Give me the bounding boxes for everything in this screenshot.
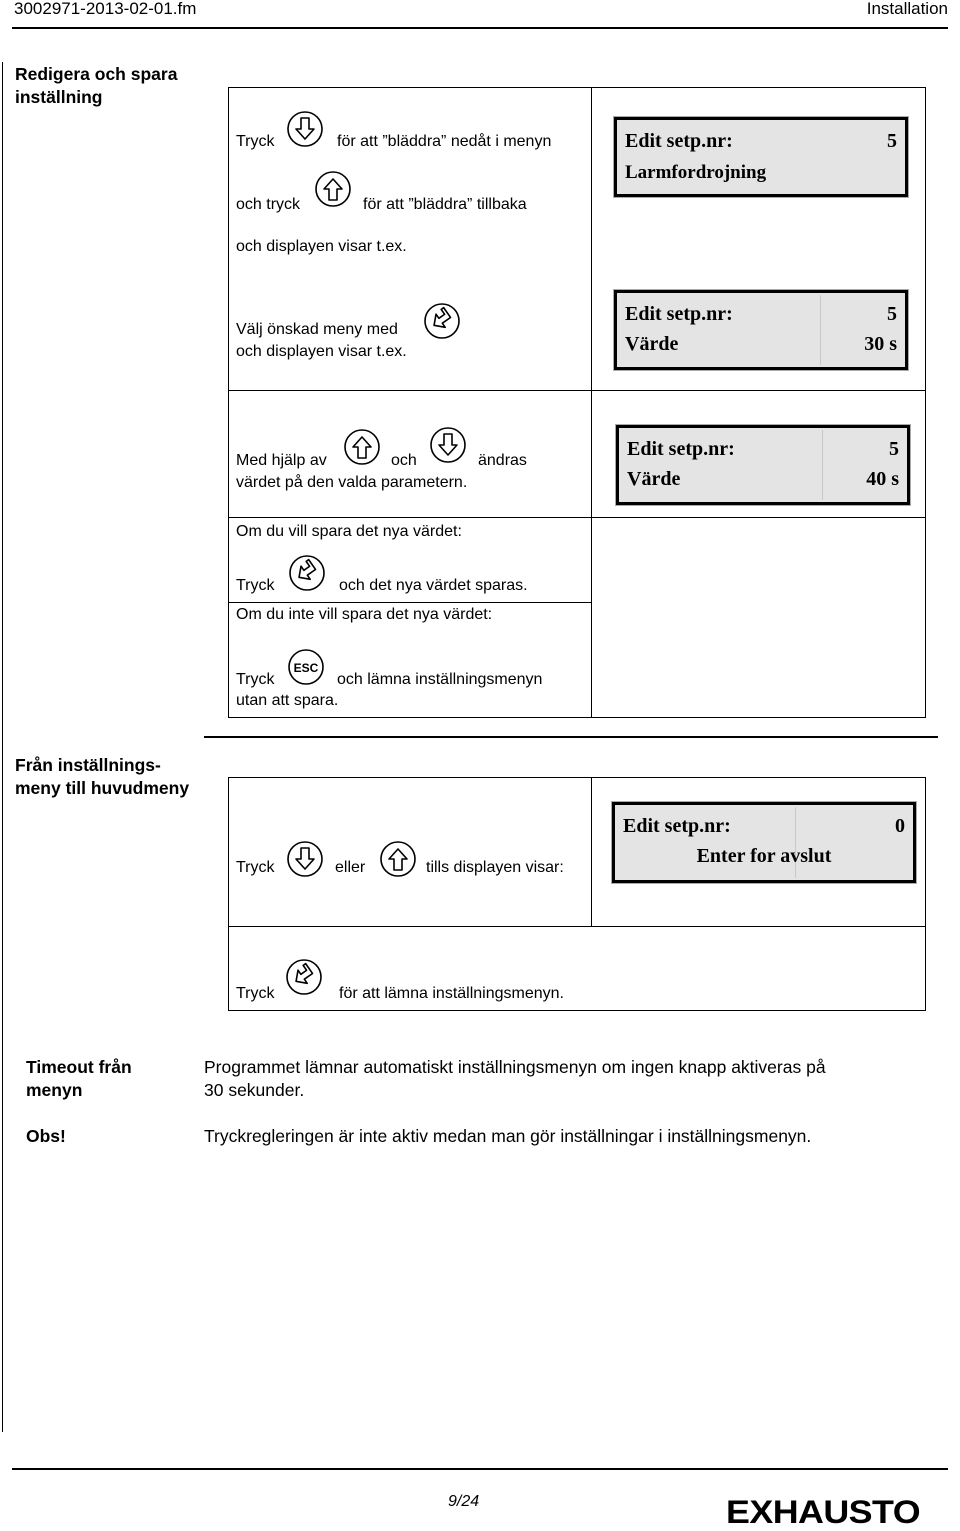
lcd2-param: Värde — [625, 333, 679, 355]
lcd4-line2: Enter for avslut — [696, 845, 832, 867]
lcd-display-4 — [612, 802, 916, 883]
arrow-up-icon — [343, 428, 381, 466]
row1-tryck: Tryck — [236, 133, 275, 150]
row1-desc-down: för att ”bläddra” nedåt i menyn — [337, 133, 552, 150]
lcd-display-2 — [614, 290, 908, 370]
row1-och-tryck: och tryck — [236, 196, 301, 213]
timeout-label-2: menyn — [26, 1080, 83, 1100]
enter-icon — [288, 554, 326, 592]
row5-desc: och lämna inställningsmenyn — [337, 671, 543, 688]
row5-line1: Om du inte vill spara det nya värdet: — [236, 606, 493, 623]
lcd-display-3 — [616, 425, 910, 505]
arrow-up-icon — [379, 840, 417, 878]
section2-title-1: Från inställnings- — [15, 755, 161, 775]
section2-rule — [204, 736, 938, 738]
row4-desc: och det nya värdet sparas. — [339, 577, 528, 594]
lcd1-line2: Larmfordrojning — [625, 162, 767, 183]
lcd3-number: 5 — [889, 438, 899, 460]
enter-icon — [423, 302, 461, 340]
row5-line3: utan att spara. — [236, 692, 339, 709]
doc-id: 3002971-2013-02-01.fm — [14, 0, 197, 18]
table1-row-divider-1 — [228, 390, 926, 391]
s2row2-desc: för att lämna inställningsmenyn. — [339, 985, 564, 1002]
page-number: 9/24 — [448, 1493, 480, 1510]
lcd2-number: 5 — [887, 303, 897, 325]
row5-tryck: Tryck — [236, 671, 275, 688]
esc-icon — [287, 648, 325, 686]
s2row1-tryck: Tryck — [236, 859, 275, 876]
lcd3-value: 40 s — [866, 468, 899, 490]
table2-row-divider — [228, 926, 926, 927]
lcd3-separator — [822, 430, 823, 500]
row4-tryck: Tryck — [236, 577, 275, 594]
section-name: Installation — [866, 0, 948, 18]
s2row1-eller: eller — [335, 859, 366, 876]
lcd2-value: 30 s — [864, 333, 897, 355]
row1-desc-up: för att ”bläddra” tillbaka — [363, 196, 527, 213]
lcd1-label: Edit setp.nr: — [625, 130, 733, 152]
lcd4-number: 0 — [895, 815, 905, 837]
obs-label: Obs! — [26, 1126, 66, 1146]
obs-text: Tryckregleringen är inte aktiv medan man gör inställningar i inställningsmenyn. — [204, 1126, 812, 1146]
arrow-up-icon — [314, 170, 352, 208]
arrow-down-icon — [286, 110, 324, 148]
row1-display-note: och displayen visar t.ex. — [236, 238, 407, 255]
timeout-label-1: Timeout från — [26, 1057, 132, 1077]
row3-andras: ändras — [478, 452, 527, 469]
s2row1-desc: tills displayen visar: — [426, 859, 564, 876]
table1-row-divider-3 — [228, 602, 592, 603]
lcd2-label: Edit setp.nr: — [625, 303, 733, 325]
brand-logo: EXHAUSTO — [726, 1494, 921, 1530]
section1-title: Redigera och spara inställning — [15, 64, 178, 107]
lcd1-number: 5 — [887, 130, 897, 152]
enter-icon — [285, 958, 323, 996]
timeout-text-2: 30 sekunder. — [204, 1080, 305, 1100]
row4-line1: Om du vill spara det nya värdet: — [236, 523, 462, 540]
row3-och: och — [391, 452, 417, 469]
arrow-down-icon — [429, 426, 467, 464]
left-margin-rule — [2, 62, 3, 1432]
lcd2-separator — [820, 295, 821, 365]
row2-line2: och displayen visar t.ex. — [236, 343, 407, 360]
arrow-down-icon — [286, 840, 324, 878]
lcd-display-1 — [614, 117, 908, 197]
row3-line2: värdet på den valda parametern. — [236, 474, 468, 491]
table1-row-divider-2 — [228, 517, 926, 518]
table2-col-divider — [591, 777, 592, 927]
lcd4-label: Edit setp.nr: — [623, 815, 731, 837]
row3-med-hjalp: Med hjälp av — [236, 452, 327, 469]
esc-label: ESC — [293, 661, 319, 675]
lcd3-label: Edit setp.nr: — [627, 438, 735, 460]
lcd3-param: Värde — [627, 468, 681, 490]
table1-col-divider — [591, 87, 592, 718]
timeout-text-1: Programmet lämnar automatiskt inställningsmenyn om ingen knapp aktiveras på — [204, 1057, 826, 1077]
row2-line1: Välj önskad meny med — [236, 321, 398, 338]
footer-rule — [12, 1468, 948, 1470]
section2-title-2: meny till huvudmeny — [15, 778, 190, 798]
header-rule — [12, 27, 948, 29]
s2row2-tryck: Tryck — [236, 985, 275, 1002]
